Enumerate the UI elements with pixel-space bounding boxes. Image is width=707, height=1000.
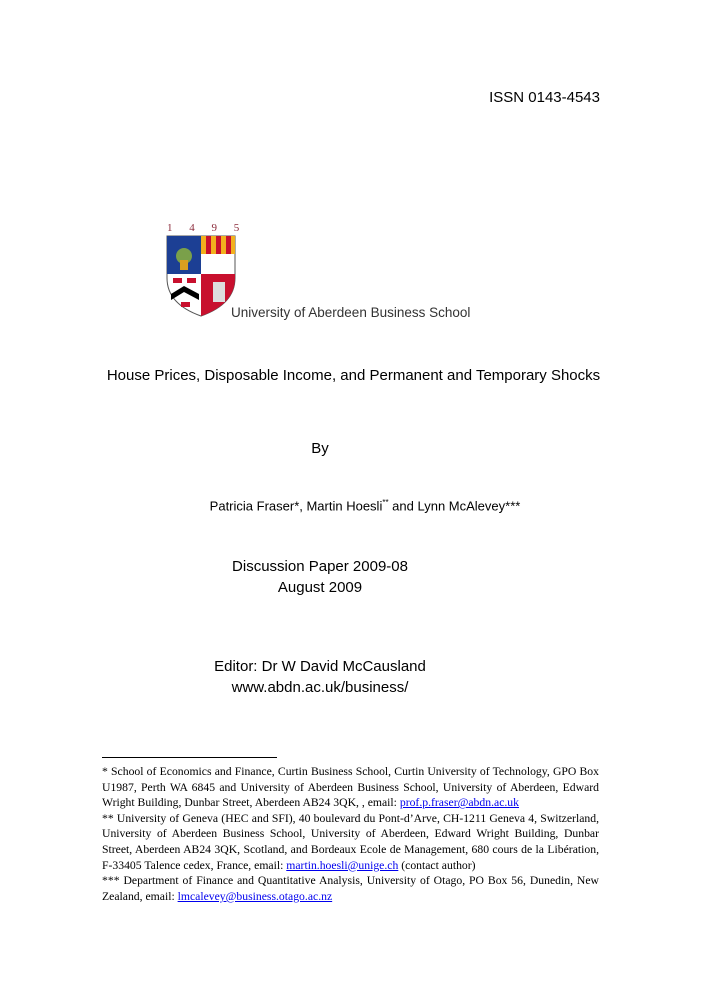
paper-info <box>170 556 470 598</box>
email-link[interactable]: lmcalevey@business.otago.ac.nz <box>177 889 333 903</box>
paper-title: House Prices, Disposable Income, and Permanent and Temporary Shocks <box>106 367 601 384</box>
footnote-text: *** Department of Finance and Quantitative Analysis, University of Otago, PO Box 56, Dunedin, New Zealand, email: <box>102 874 599 903</box>
author-hoesli-mark: ** <box>382 498 389 507</box>
footnote-text: ** University of Geneva (HEC and SFI), 40 boulevard du Pont-d’Arve, CH-1211 Geneva 4, Switzerland, University of Aberdeen Business School, University of Aberdeen, Edward Wright Building, Dunbar Street, Aberdeen AB24 3QK, Scotland, and Bordeaux Ecole de Management, 680 cours de la Libération, F-33405 Talence cedex, France, email: <box>102 811 599 872</box>
issn: ISSN 0143-4543 <box>489 89 600 106</box>
editor-name: Editor: Dr W David McCausland <box>214 658 426 675</box>
footnote-after: (contact author) <box>398 858 476 872</box>
editor-info <box>150 656 490 698</box>
website-url[interactable]: www.abdn.ac.uk/business/ <box>231 679 409 696</box>
email-link[interactable]: prof.p.fraser@abdn.ac.uk <box>399 796 519 810</box>
footnote-text: * School of Economics and Finance, Curtin Business School, Curtin University of Technology, GPO Box U1987, Perth WA 6845 and University of Aberdeen Business School, University of Aberdeen, Edward Wright Building, Dunbar Street, Aberdeen AB24 3QK, , email: <box>102 765 599 810</box>
paper-number: Discussion Paper 2009-08 <box>232 558 408 575</box>
author-hoesli: , Martin Hoesli <box>299 498 383 514</box>
authors <box>100 498 630 513</box>
footnotes <box>102 764 599 904</box>
footnote-3 <box>102 873 599 904</box>
footnote-divider <box>102 757 277 758</box>
logo-year: 1 4 9 5 <box>167 222 247 234</box>
paper-date: August 2009 <box>277 579 363 596</box>
footnote-2 <box>102 811 599 873</box>
by-label: By <box>311 440 329 457</box>
email-link[interactable]: martin.hoesli@unige.ch <box>286 858 399 872</box>
author-fraser: Patricia Fraser* <box>209 498 300 514</box>
logo-school-name: University of Aberdeen Business School <box>231 305 471 320</box>
footnote-1 <box>102 764 599 811</box>
shield-icon <box>165 234 237 318</box>
author-mcalevey: and Lynn McAlevey*** <box>388 498 521 514</box>
